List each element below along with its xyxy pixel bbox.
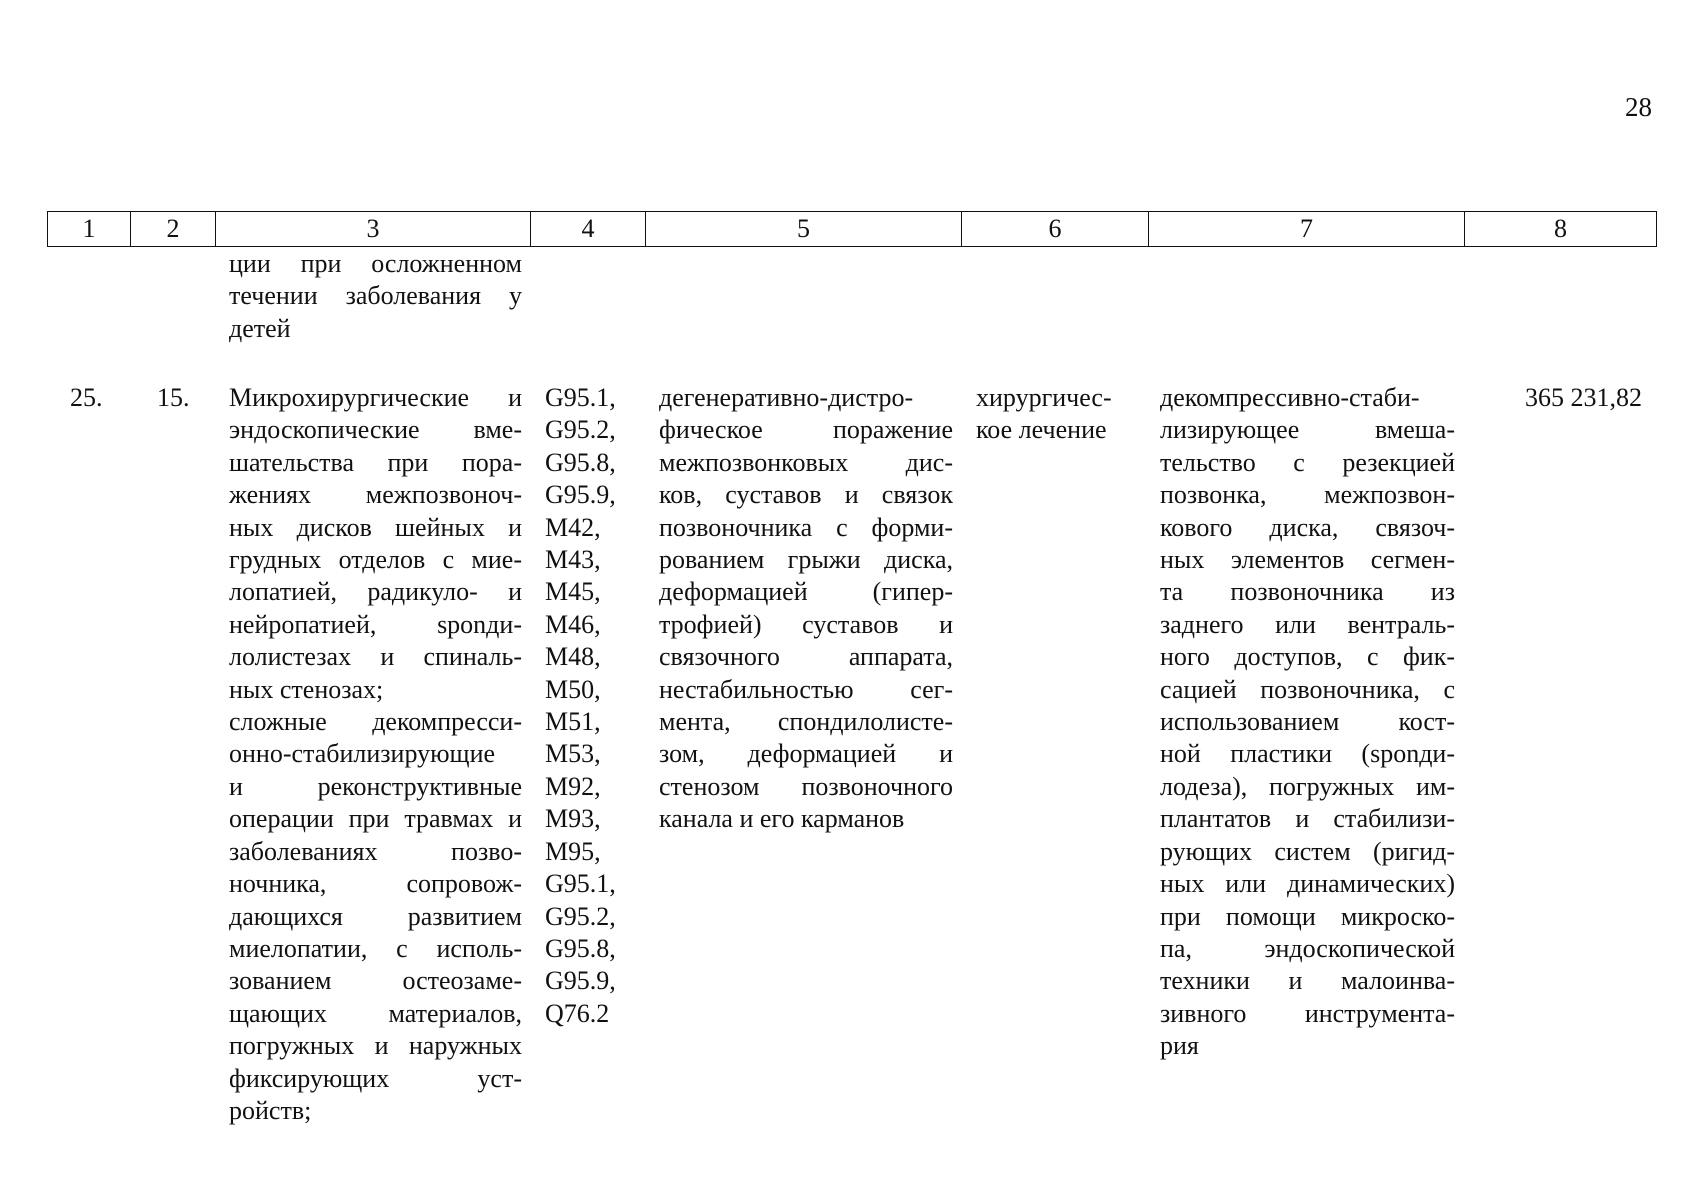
text-line: связочного аппарата, bbox=[659, 642, 953, 672]
code-line: M46, bbox=[545, 609, 601, 639]
text-line: ции при осложненном bbox=[229, 249, 522, 278]
code-line: M53, bbox=[545, 739, 601, 769]
text-line: ройств; bbox=[229, 1095, 312, 1125]
column-header-6: 6 bbox=[962, 212, 1149, 247]
text-line: грудных отделов с мие- bbox=[229, 545, 522, 575]
text-line: щающих материалов, bbox=[229, 998, 522, 1028]
continuation-description bbox=[229, 248, 522, 345]
text-line: плантатов и стабилизи- bbox=[1160, 804, 1455, 834]
row-number: 25. bbox=[70, 383, 103, 412]
text-line: течении заболевания у bbox=[229, 281, 522, 311]
text-line: позвоночника с форми- bbox=[659, 512, 953, 542]
text-line: нейропатией, sponди- bbox=[229, 609, 522, 639]
column-number-header bbox=[47, 211, 1657, 247]
text-line: кового диска, связоч- bbox=[1160, 512, 1455, 542]
text-line: зивного инструмента- bbox=[1160, 998, 1455, 1028]
text-line: техники и малоинва- bbox=[1160, 966, 1455, 996]
text-line: ных или динамических) bbox=[1160, 869, 1455, 899]
code-line: G95.9, bbox=[545, 966, 616, 996]
text-line: мента, спондилолисте- bbox=[659, 707, 953, 737]
text-line: кое лечение bbox=[976, 415, 1107, 445]
text-line: жениях межпозвоноч- bbox=[229, 480, 522, 510]
text-line: лолистезах и спиналь- bbox=[229, 642, 522, 672]
text-line: ков, суставов и связок bbox=[659, 480, 953, 510]
text-line: лопатией, радикуло- и bbox=[229, 577, 522, 607]
text-line: ных элементов сегмен- bbox=[1160, 545, 1455, 575]
treatment-description bbox=[229, 382, 522, 1127]
text-line: дающихся развитием bbox=[229, 901, 522, 931]
code-line: G95.8, bbox=[545, 933, 616, 963]
text-line: заднего или вентраль- bbox=[1160, 609, 1455, 639]
text-line: детей bbox=[229, 313, 291, 343]
text-line: рия bbox=[1160, 1031, 1199, 1061]
text-line: деформацией (гипер- bbox=[659, 577, 953, 607]
code-line: G95.2, bbox=[545, 415, 616, 445]
text-line: нестабильностью сег- bbox=[659, 674, 953, 704]
text-line: миелопатии, с исполь- bbox=[229, 933, 522, 963]
column-header-8: 8 bbox=[1465, 212, 1657, 247]
text-line: фиксирующих уст- bbox=[229, 1063, 522, 1093]
text-line: ной пластики (sponди- bbox=[1160, 739, 1455, 769]
code-line: G95.1, bbox=[545, 869, 616, 899]
text-line: рованием грыжи диска, bbox=[659, 545, 953, 575]
patient-model bbox=[659, 382, 953, 836]
text-line: позвонка, межпозвон- bbox=[1160, 480, 1455, 510]
text-line: эндоскопические вме- bbox=[229, 415, 522, 445]
text-line: та позвоночника из bbox=[1160, 577, 1455, 607]
text-line: ночника, сопровож- bbox=[229, 869, 522, 899]
code-line: M92, bbox=[545, 771, 601, 801]
text-line: межпозвонковых дис- bbox=[659, 447, 953, 477]
code-line: G95.1, bbox=[545, 383, 616, 412]
text-line: тельство с резекцией bbox=[1160, 447, 1455, 477]
column-header-3: 3 bbox=[216, 212, 531, 247]
text-line: декомпрессивно-стаби- bbox=[1160, 383, 1420, 412]
code-line: M42, bbox=[545, 512, 601, 542]
column-header-5: 5 bbox=[646, 212, 962, 247]
page-number: 28 bbox=[1625, 92, 1652, 122]
text-line: шательства при пора- bbox=[229, 447, 522, 477]
text-line: ных дисков шейных и bbox=[229, 512, 522, 542]
column-header-2: 2 bbox=[131, 212, 216, 247]
text-line: погружных и наружных bbox=[229, 1031, 522, 1061]
code-line: G95.8, bbox=[545, 447, 616, 477]
text-line: зом, деформацией и bbox=[659, 739, 953, 769]
text-line: хирургичес- bbox=[976, 383, 1112, 412]
code-line: M45, bbox=[545, 577, 601, 607]
text-line: операции при травмах и bbox=[229, 804, 522, 834]
code-line: M93, bbox=[545, 804, 601, 834]
text-line: рующих систем (ригид- bbox=[1160, 836, 1455, 866]
text-line: использованием кост- bbox=[1160, 707, 1455, 737]
diagnosis-codes bbox=[545, 382, 645, 1030]
code-line: G95.9, bbox=[545, 480, 616, 510]
code-line: M95, bbox=[545, 836, 601, 866]
text-line: Микрохирургические и bbox=[229, 383, 522, 412]
column-header-4: 4 bbox=[531, 212, 646, 247]
code-line: M51, bbox=[545, 707, 601, 737]
text-line: сложные декомпресси- bbox=[229, 707, 522, 737]
text-line: фическое поражение bbox=[659, 415, 953, 445]
text-line: па, эндоскопической bbox=[1160, 933, 1455, 963]
text-line: трофией) суставов и bbox=[659, 609, 953, 639]
text-line: зованием остеозаме- bbox=[229, 966, 522, 996]
text-line: сацией позвоночника, с bbox=[1160, 674, 1455, 704]
text-line: ного доступов, с фик- bbox=[1160, 642, 1455, 672]
column-header-1: 1 bbox=[48, 212, 131, 247]
text-line: и реконструктивные bbox=[229, 771, 522, 801]
text-line: заболеваниях позво- bbox=[229, 836, 522, 866]
column-header-7: 7 bbox=[1149, 212, 1465, 247]
code-line: G95.2, bbox=[545, 901, 616, 931]
code-line: M43, bbox=[545, 545, 601, 575]
code-line: M48, bbox=[545, 642, 601, 672]
text-line: канала и его карманов bbox=[659, 804, 905, 834]
treatment-type bbox=[976, 382, 1126, 447]
text-line: онно-стабилизирующие bbox=[229, 739, 496, 769]
text-line: дегенеративно-дистро- bbox=[659, 383, 914, 412]
subsection-number: 15. bbox=[157, 383, 190, 412]
code-line: Q76.2 bbox=[545, 998, 610, 1028]
text-line: ных стенозах; bbox=[229, 674, 384, 704]
code-line: M50, bbox=[545, 674, 601, 704]
text-line: лодеза), погружных им- bbox=[1160, 771, 1455, 801]
text-line: при помощи микроско- bbox=[1160, 901, 1455, 931]
text-line: стенозом позвоночного bbox=[659, 771, 953, 801]
treatment-method bbox=[1160, 382, 1455, 1063]
text-line: лизирующее вмеша- bbox=[1160, 415, 1455, 445]
cost-value: 365 231,82 bbox=[1525, 383, 1642, 412]
